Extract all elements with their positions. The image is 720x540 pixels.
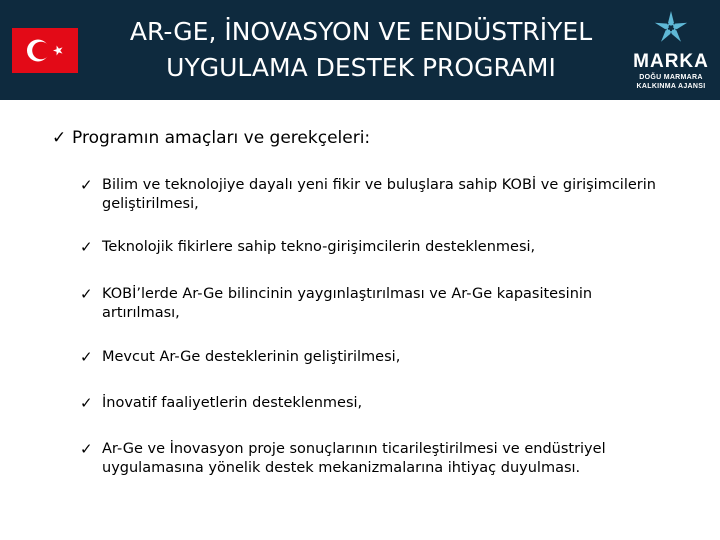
logo-subtitle-1: DOĞU MARMARA	[639, 74, 703, 81]
list-item	[80, 394, 670, 413]
list-item	[80, 176, 670, 214]
logo-name: MARKA	[633, 51, 709, 72]
page-title	[96, 14, 626, 86]
list-item	[80, 348, 670, 367]
star-emblem-icon	[628, 8, 714, 52]
list-item-text: Ar-Ge ve İnovasyon proje sonuçlarının ticarileştirilmesi ve endüstriyel uygulamasına yönelik destek mekanizmalarına ihtiyaç duyulması.	[102, 441, 606, 476]
main-bullet-text: Programın amaçları ve gerekçeleri:	[72, 128, 371, 148]
list-item-text: Mevcut Ar-Ge desteklerinin geliştirilmesi,	[102, 349, 401, 365]
check-icon: ✓	[52, 128, 67, 148]
check-icon: ✓	[80, 394, 93, 412]
check-icon: ✓	[80, 238, 93, 256]
title-line-1: AR-GE, İNOVASYON VE ENDÜSTRİYEL	[129, 17, 593, 46]
list-item	[80, 440, 670, 478]
list-item	[80, 285, 670, 323]
check-icon: ✓	[80, 440, 93, 458]
title-line-2: UYGULAMA DESTEK PROGRAMI	[166, 53, 556, 82]
check-icon: ✓	[80, 285, 93, 303]
marka-logo	[628, 8, 714, 94]
check-icon: ✓	[80, 176, 93, 194]
list-item-text: KOBİ’lerde Ar-Ge bilincinin yaygınlaştırılması ve Ar-Ge kapasitesinin artırılması,	[102, 286, 593, 321]
list-item-text: Bilim ve teknolojiye dayalı yeni fikir ve buluşlara sahip KOBİ ve girişimcilerin geliştirilmesi,	[102, 177, 656, 212]
turkish-flag-icon	[12, 28, 78, 73]
logo-subtitle-2: KALKINMA AJANSI	[636, 83, 706, 90]
list-item-text: İnovatif faaliyetlerin desteklenmesi,	[102, 395, 363, 411]
check-icon: ✓	[80, 348, 93, 366]
list-item	[80, 238, 670, 257]
list-item-text: Teknolojik fikirlere sahip tekno-girişimcilerin desteklenmesi,	[102, 239, 536, 255]
header-bar	[0, 0, 720, 100]
